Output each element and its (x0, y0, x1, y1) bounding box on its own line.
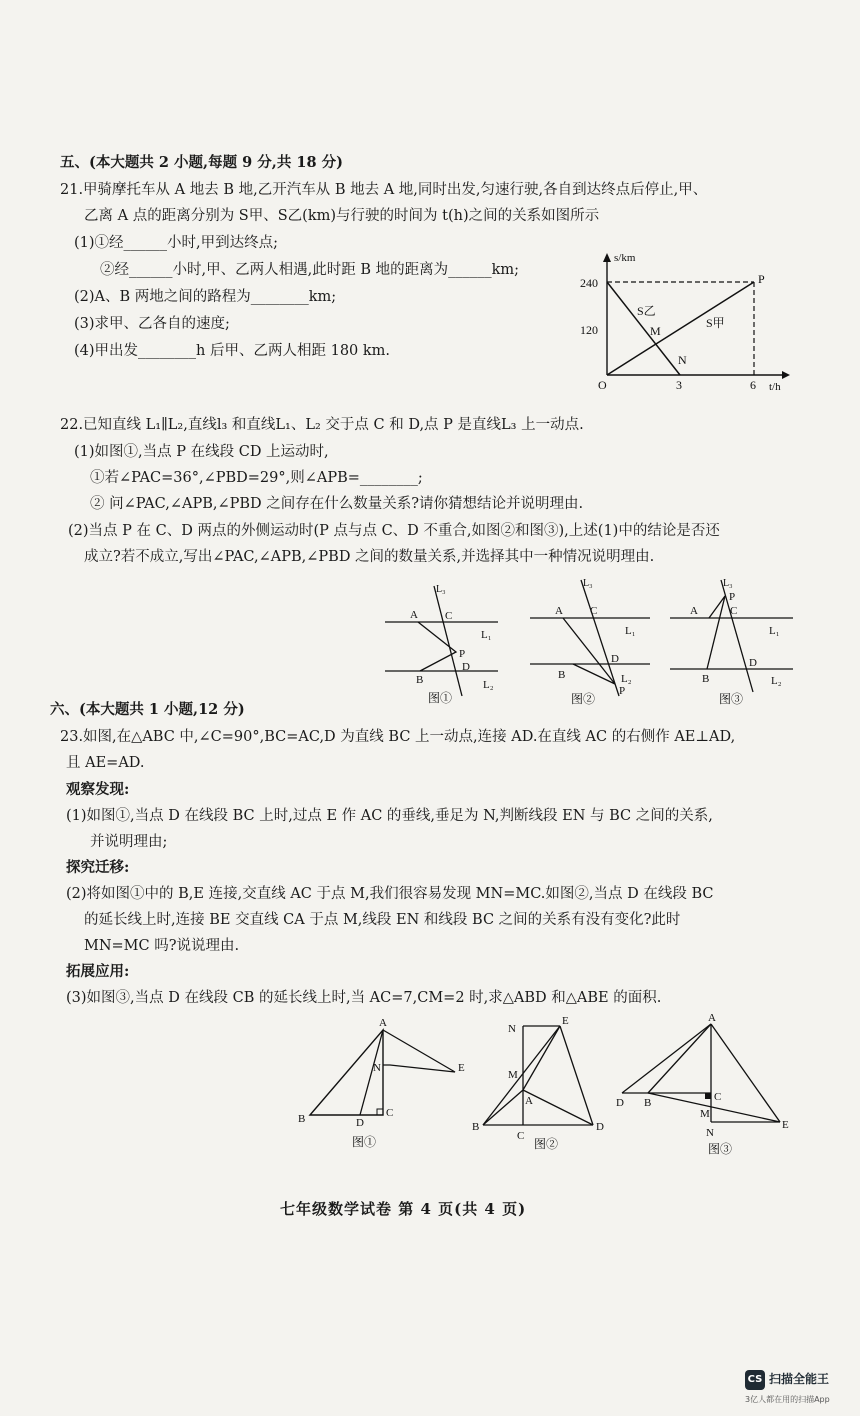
x-tick-6: 6 (750, 378, 756, 392)
point-b-label: B (472, 1121, 480, 1133)
segment-be (483, 1026, 560, 1125)
point-d-label: D (596, 1121, 604, 1133)
l3-label: L₃ (723, 578, 733, 589)
q23-part2a: (2)将如图①中的 B,E 连接,交直线 AC 于点 M,我们很容易发现 MN=MC.如图②,当点 D 在线段 BC (66, 886, 714, 902)
y-tick-240: 240 (580, 276, 598, 290)
point-b-label: B (416, 674, 424, 686)
l1-label: L₁ (481, 629, 492, 641)
l2-label: L₂ (483, 679, 494, 691)
point-a-label: A (410, 609, 418, 621)
l2-label: L₂ (621, 673, 632, 685)
q23-stem-line1: 23.如图,在△ABC 中,∠C=90°,BC=AC,D 为直线 BC 上一动点,连接 AD.在直线 AC 的右侧作 AE⊥AD, (60, 729, 736, 745)
point-p-label: P (758, 272, 765, 286)
point-a-label: A (379, 1017, 387, 1029)
q23-figure-2 (468, 1010, 618, 1158)
point-c-label: C (386, 1107, 394, 1119)
right-angle-mark (705, 1093, 711, 1099)
point-a-label: A (708, 1012, 716, 1024)
q21-part3: (3)求甲、乙各自的速度; (74, 316, 230, 332)
s-axis-arrow (603, 253, 611, 262)
scanner-logo-icon: CS (745, 1370, 765, 1390)
q21-stem-line2: 乙离 A 点的距离分别为 S甲、S乙(km)与行驶的时间为 t(h)之间的关系如图所示 (84, 208, 600, 224)
point-d-label: D (462, 661, 470, 673)
figure-caption: 图① (428, 691, 453, 705)
point-c-label: C (517, 1130, 525, 1142)
point-c-label: C (714, 1091, 722, 1103)
point-e-label: E (458, 1062, 465, 1074)
l3-label: L₃ (436, 584, 446, 595)
segment-ae (523, 1026, 560, 1090)
q22-figure-2 (525, 572, 665, 708)
point-m-label: M (650, 324, 661, 338)
t-axis-arrow (782, 371, 790, 379)
exploration-title: 探究迁移: (66, 859, 130, 876)
point-d-label: D (356, 1117, 364, 1129)
point-p-label: P (619, 685, 626, 697)
q22-part1b: ② 问∠PAC,∠APB,∠PBD 之间存在什么数量关系?请你猜想结论并说明理由. (90, 496, 584, 512)
point-m-label: M (508, 1069, 518, 1081)
line-l3 (434, 586, 462, 696)
point-c-label: C (590, 605, 598, 617)
t-axis-label: t/h (769, 381, 781, 393)
s-yi-line (607, 282, 680, 375)
q23-figure-3 (608, 1010, 798, 1160)
q21-stem-line1: 21.甲骑摩托车从 A 地去 B 地,乙开汽车从 B 地去 A 地,同时出发,匀速行驶,各自到达终点后停止,甲、 (60, 182, 708, 198)
segment-ad (622, 1024, 711, 1093)
q21-part2: (2)A、B 两地之间的路程为________km; (74, 289, 337, 305)
section6-header: 六、(本大题共 1 小题,12 分) (50, 701, 245, 718)
figure-caption: 图② (571, 692, 596, 706)
point-a-label: A (525, 1095, 533, 1107)
point-p-label: P (729, 591, 736, 603)
q23-part3: (3)如图③,当点 D 在线段 CB 的延长线上时,当 AC=7,CM=2 时,求△ABD 和△ABE 的面积. (66, 990, 662, 1006)
broken-line-apb (563, 618, 615, 684)
point-m-label: M (700, 1108, 710, 1120)
l3-label: L₃ (583, 578, 593, 589)
origin-label: O (598, 378, 607, 392)
q23-part2b: 的延长线上时,连接 BE 交直线 CA 于点 M,线段 EN 和线段 BC 之间的关系有没有变化?此时 (84, 912, 681, 928)
figure-caption: 图③ (708, 1142, 733, 1156)
broken-line-apb (418, 622, 456, 671)
l1-label: L₁ (769, 625, 780, 637)
point-e-label: E (782, 1119, 789, 1131)
observation-title: 观察发现: (66, 781, 130, 798)
point-d-label: D (611, 653, 619, 665)
x-tick-3: 3 (676, 378, 682, 392)
segment-ba (483, 1090, 523, 1125)
point-n-label: N (508, 1023, 516, 1035)
point-b-label: B (644, 1097, 652, 1109)
segment-ae-en (383, 1030, 455, 1072)
q22-part2b: 成立?若不成立,写出∠PAC,∠APB,∠PBD 之间的数量关系,并选择其中一种情况说明理由. (84, 549, 655, 565)
segment-ab (648, 1024, 711, 1093)
q22-stem: 22.已知直线 L₁∥L₂,直线l₃ 和直线L₁、L₂ 交于点 C 和 D,点 P 是直线L₃ 上一动点. (60, 417, 584, 433)
q23-part1a: (1)如图①,当点 D 在线段 BC 上时,过点 E 作 AC 的垂线,垂足为 N,判断线段 EN 与 BC 之间的关系, (66, 808, 713, 824)
figure-caption: 图③ (719, 692, 744, 706)
segment-ae (711, 1024, 780, 1122)
q22-part2a: (2)当点 P 在 C、D 两点的外侧运动时(P 点与点 C、D 不重合,如图②和图③),上述(1)中的结论是否还 (68, 523, 720, 539)
figure-caption: 图① (352, 1135, 377, 1149)
q22-figure-3 (665, 572, 805, 708)
q21-part4: (4)甲出发________h 后甲、乙两人相距 180 km. (74, 343, 391, 359)
section5-header: 五、(本大题共 2 小题,每题 9 分,共 18 分) (60, 154, 343, 171)
point-c-label: C (445, 610, 453, 622)
q23-part2c: MN=MC 吗?说说理由. (84, 938, 240, 954)
s-yi-label: S乙 (637, 304, 656, 318)
q23-part1b: 并说明理由; (90, 834, 168, 850)
q21-part1a: (1)①经______小时,甲到达终点; (74, 235, 279, 251)
point-a-label: A (690, 605, 698, 617)
line-l3 (581, 580, 619, 696)
point-n-label: N (373, 1062, 381, 1074)
l1-label: L₁ (625, 625, 636, 637)
application-title: 拓展应用: (66, 963, 130, 980)
point-a-label: A (555, 605, 563, 617)
q21-part1b: ②经______小时,甲、乙两人相遇,此时距 B 地的距离为______km; (100, 262, 520, 278)
right-angle-mark (377, 1109, 383, 1115)
line-l3 (721, 580, 753, 692)
point-b-label: B (558, 669, 566, 681)
figure-caption: 图② (534, 1137, 559, 1151)
point-d-label: D (616, 1097, 624, 1109)
q23-figure-1 (290, 1010, 480, 1158)
distance-time-graph (570, 250, 795, 395)
q22-figure-1 (380, 578, 510, 708)
scanner-watermark (745, 1368, 855, 1412)
point-n-label: N (678, 353, 687, 367)
segment-ed (560, 1026, 593, 1125)
point-b-label: B (702, 673, 710, 685)
q23-stem-line2: 且 AE=AD. (66, 755, 145, 771)
point-b-label: B (298, 1113, 306, 1125)
page-footer: 七年级数学试卷 第 4 页(共 4 页) (280, 1200, 527, 1218)
s-axis-label: s/km (614, 252, 636, 264)
l2-label: L₂ (771, 675, 782, 687)
broken-line-apb (707, 596, 725, 669)
y-tick-120: 120 (580, 323, 598, 337)
point-c-label: C (730, 605, 738, 617)
s-jia-label: S甲 (706, 316, 725, 330)
point-e-label: E (562, 1015, 569, 1027)
q22-part1: (1)如图①,当点 P 在线段 CD 上运动时, (74, 444, 329, 460)
scanner-app-name: 扫描全能王 (769, 1372, 830, 1386)
point-d-label: D (749, 657, 757, 669)
q22-part1a: ①若∠PAC=36°,∠PBD=29°,则∠APB=________; (90, 470, 423, 486)
scanner-tagline: 3亿人都在用的扫描App (745, 1395, 830, 1404)
point-n-label: N (706, 1127, 714, 1139)
point-p-label: P (459, 648, 466, 660)
